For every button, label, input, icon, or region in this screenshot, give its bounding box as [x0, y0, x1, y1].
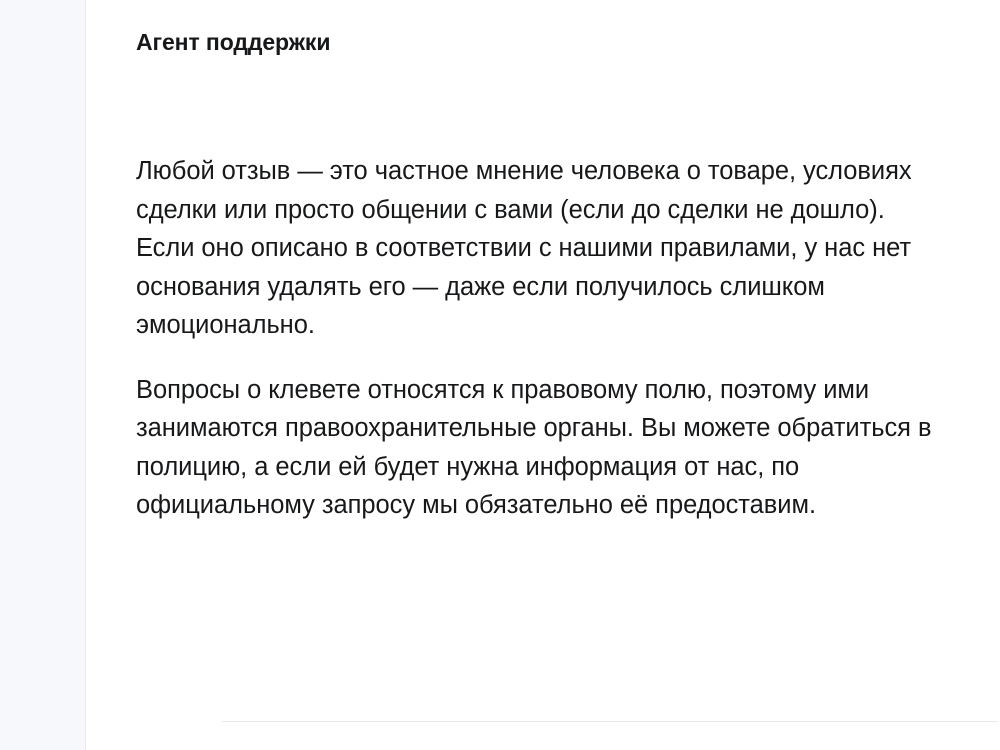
message-sender-name: Агент поддержки: [136, 29, 331, 55]
left-gutter: [0, 0, 86, 750]
support-agent-message: [136, 28, 960, 525]
message-paragraph: Вопросы о клевете относятся к правовому полю, поэтому ими занимаются правоохранительные органы. Вы можете обратиться в полицию, а если ей будет нужна информация от нас, по официальному запросу мы обязательно её предоставим.: [136, 375, 932, 519]
message-paragraph: Любой отзыв — это частное мнение человека о товаре, условиях сделки или просто общении с вами (если до сделки не дошло). Если оно описано в соответствии с нашими правилами, у нас нет основания удалять его — даже если получилось слишком эмоционально.: [136, 157, 912, 339]
message-content-area: [86, 0, 1000, 750]
message-body: [136, 152, 960, 525]
message-divider: [222, 721, 1000, 722]
